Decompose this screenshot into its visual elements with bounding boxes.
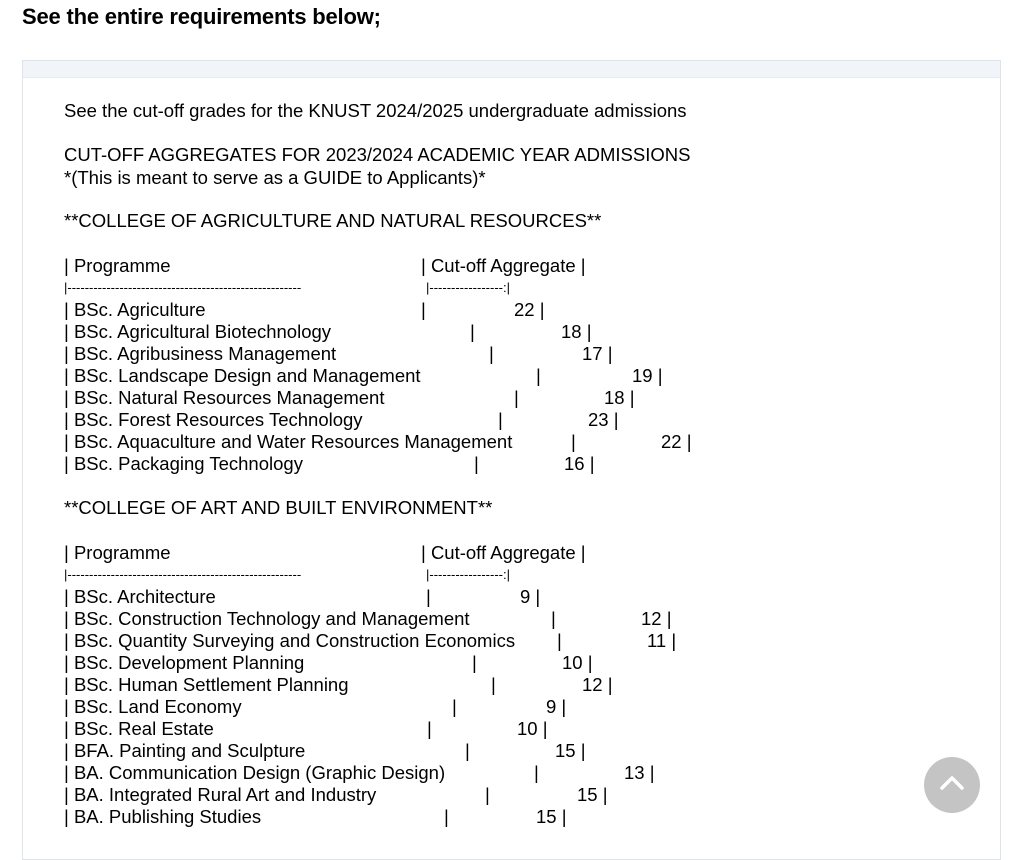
table-row (64, 652, 964, 674)
table-row (64, 387, 964, 409)
cutoff-value: 10 | (517, 718, 548, 739)
table-row (64, 409, 964, 431)
cutoff-value: 23 | (588, 409, 619, 430)
separator-left: |------------------------------------------------------ (64, 567, 302, 582)
header-programme: | Programme (64, 542, 171, 563)
column-divider: | (427, 718, 432, 739)
table-header (64, 255, 964, 277)
table-row (64, 630, 964, 652)
programme-name: | BSc. Construction Technology and Management (64, 608, 470, 629)
cutoff-value: 10 | (562, 652, 593, 673)
programme-name: | BSc. Real Estate (64, 718, 214, 739)
table-row (64, 365, 964, 387)
table-row (64, 696, 964, 718)
column-divider: | (472, 652, 477, 673)
cutoff-value: 17 | (582, 343, 613, 364)
column-divider: | (514, 387, 519, 408)
college-title: **COLLEGE OF ART AND BUILT ENVIRONMENT** (64, 497, 493, 518)
cutoff-value: 13 | (624, 762, 655, 783)
cutoff-value: 12 | (641, 608, 672, 629)
cutoff-value: 22 | (661, 431, 692, 452)
programme-name: | BSc. Development Planning (64, 652, 305, 673)
intro-text: See the cut-off grades for the KNUST 2024/2025 undergraduate admissions (64, 100, 687, 121)
table-row (64, 674, 964, 696)
table-row (64, 762, 964, 784)
programme-name: | BA. Communication Design (Graphic Design) (64, 762, 446, 783)
table-row (64, 784, 964, 806)
table-row (64, 431, 964, 453)
cutoff-value: 11 | (647, 630, 677, 651)
programme-name: | BSc. Quantity Surveying and Construction Economics (64, 630, 516, 651)
table-separator (64, 277, 964, 299)
column-divider: | (489, 343, 494, 364)
table-row (64, 586, 964, 608)
scroll-to-top-button[interactable] (924, 757, 980, 813)
column-divider: | (536, 365, 541, 386)
column-divider: | (474, 453, 479, 474)
cutoff-value: 9 | (520, 586, 541, 607)
column-divider: | (465, 740, 470, 761)
cutoff-value: 18 | (561, 321, 592, 342)
header-programme: | Programme (64, 255, 171, 276)
header-cutoff: | Cut-off Aggregate | (421, 542, 586, 563)
programme-name: | BA. Publishing Studies (64, 806, 262, 827)
table-row (64, 608, 964, 630)
separator-right: |-----------------:| (426, 280, 510, 295)
column-divider: | (571, 431, 576, 452)
table-row (64, 453, 964, 475)
column-divider: | (426, 586, 431, 607)
college-title: **COLLEGE OF AGRICULTURE AND NATURAL RESOURCES** (64, 210, 602, 231)
column-divider: | (534, 762, 539, 783)
programme-name: | BSc. Agribusiness Management (64, 343, 337, 364)
table-row (64, 806, 964, 828)
column-divider: | (485, 784, 490, 805)
column-divider: | (421, 299, 426, 320)
programme-name: | BSc. Land Economy (64, 696, 242, 717)
programme-name: | BSc. Agricultural Biotechnology (64, 321, 332, 342)
guide-note: *(This is meant to serve as a GUIDE to Applicants)* (64, 167, 486, 188)
programme-name: | BA. Integrated Rural Art and Industry (64, 784, 377, 805)
column-divider: | (557, 630, 562, 651)
column-divider: | (452, 696, 457, 717)
table-row (64, 321, 964, 343)
programme-name: | BSc. Packaging Technology (64, 453, 303, 474)
header-cutoff: | Cut-off Aggregate | (421, 255, 586, 276)
programme-name: | BSc. Forest Resources Technology (64, 409, 363, 430)
column-divider: | (444, 806, 449, 827)
separator-right: |-----------------:| (426, 567, 510, 582)
table-row (64, 299, 964, 321)
cutoff-value: 12 | (582, 674, 613, 695)
programme-name: | BSc. Natural Resources Management (64, 387, 385, 408)
cutoff-value: 9 | (546, 696, 567, 717)
table-header (64, 542, 964, 564)
chevron-up-icon (939, 774, 965, 797)
programme-name: | BSc. Aquaculture and Water Resources Management (64, 431, 513, 452)
column-divider: | (498, 409, 503, 430)
cutoff-value: 15 | (577, 784, 608, 805)
separator-left: |------------------------------------------------------ (64, 280, 302, 295)
cutoff-value: 19 | (632, 365, 663, 386)
column-divider: | (470, 321, 475, 342)
cutoff-value: 18 | (604, 387, 635, 408)
column-divider: | (491, 674, 496, 695)
programme-name: | BSc. Landscape Design and Management (64, 365, 421, 386)
programme-name: | BFA. Painting and Sculpture (64, 740, 306, 761)
cutoff-subtitle: CUT-OFF AGGREGATES FOR 2023/2024 ACADEMIC YEAR ADMISSIONS (64, 144, 691, 165)
table-row (64, 718, 964, 740)
table-row (64, 343, 964, 365)
cutoff-value: 15 | (555, 740, 586, 761)
cutoff-value: 15 | (536, 806, 567, 827)
table-row (64, 740, 964, 762)
page-heading: See the entire requirements below; (22, 4, 381, 29)
programme-name: | BSc. Agriculture (64, 299, 206, 320)
cutoff-value: 16 | (564, 453, 595, 474)
cutoff-value: 22 | (514, 299, 545, 320)
programme-name: | BSc. Architecture (64, 586, 216, 607)
table-separator (64, 564, 964, 586)
column-divider: | (551, 608, 556, 629)
panel-header-band (23, 61, 1000, 78)
programme-name: | BSc. Human Settlement Planning (64, 674, 349, 695)
